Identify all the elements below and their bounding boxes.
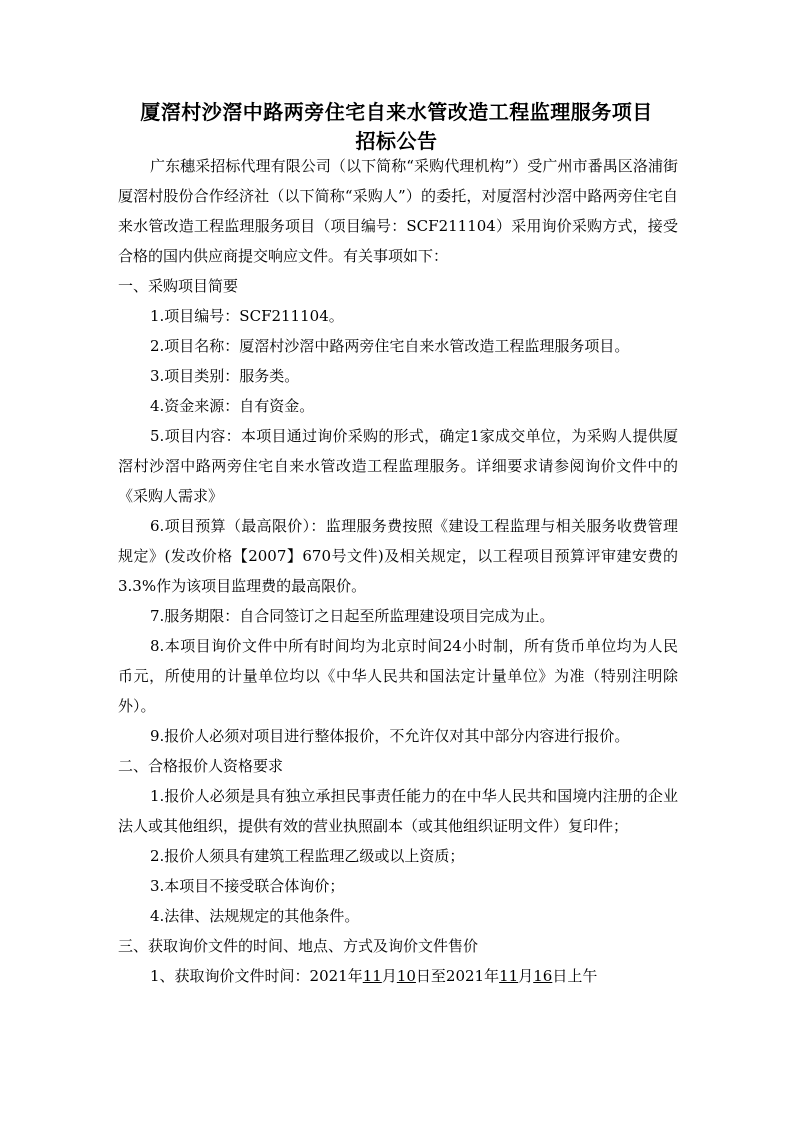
end-day: 16 [533,967,553,985]
section2-item: 2.报价人须具有建筑工程监理乙级或以上资质； [150,847,465,865]
section1-item: 5.项目内容：本项目通过询价采购的形式，确定1家成交单位，为采购人提供厦滘村沙滘中路两旁住宅自来水管改造工程监理服务。详细要求请参阅询价文件中的《采购人需求》 [118,427,678,505]
section2-heading: 二、合格报价人资格要求 [118,757,284,775]
section3-item1-suffix: 日上午 [552,967,598,985]
intro-paragraph: 广东穗采招标代理有限公司（以下简称“采购代理机构”）受广州市番禺区洛浦街厦滘村股份合作经济社（以下简称“采购人”）的委托，对厦滘村沙滘中路两旁住宅自来水管改造工程监理服务项目（项目编号：SCF211104）采用询价采购方式，接受合格的国内供应商提交响应文件。有关事项如下： [118,157,678,265]
section2-item: 1.报价人必须是具有独立承担民事责任能力的在中华人民共和国境内注册的企业法人或其他组织，提供有效的营业执照副本（或其他组织证明文件）复印件； [118,787,678,835]
end-month: 11 [499,967,519,985]
section3-item1-prefix: 1、获取询价文件时间：2021年 [150,967,363,985]
section1-item: 3.项目类别：服务类。 [150,367,300,385]
start-day: 10 [396,967,416,985]
section1-item: 6.项目预算（最高限价）：监理服务费按照《建设工程监理与相关服务收费管理规定》(发改价格【2007】670号文件)及相关规定，以工程项目预算评审建安费的3.3%作为该项目监理费的最高限价。 [118,517,678,595]
document-body [118,151,678,991]
start-month: 11 [362,967,382,985]
section2-item: 3.本项目不接受联合体询价； [150,877,345,895]
section1-item: 2.项目名称：厦滘村沙滘中路两旁住宅自来水管改造工程监理服务项目。 [150,337,630,355]
section2-item: 4.法律、法规规定的其他条件。 [150,907,360,925]
month-label: 月 [381,967,397,985]
document-title-line1: 厦滘村沙滘中路两旁住宅自来水管改造工程监理服务项目 [140,100,653,124]
section3-item1 [118,961,678,991]
date-range-separator: 日至2021年 [415,967,500,985]
month-label: 月 [518,967,534,985]
section1-item: 1.项目编号：SCF211104。 [150,307,344,325]
section1-item: 7.服务期限：自合同签订之日起至所监理建设项目完成为止。 [150,607,555,625]
section3-heading: 三、获取询价文件的时间、地点、方式及询价文件售价 [118,937,479,955]
section1-item: 4.资金来源：自有资金。 [150,397,315,415]
document-title-line2: 招标公告 [355,129,438,153]
section1-item: 9.报价人必须对项目进行整体报价，不允许仅对其中部分内容进行报价。 [150,727,630,745]
section1-heading: 一、采购项目简要 [118,277,239,295]
section1-item: 8.本项目询价文件中所有时间均为北京时间24小时制，所有货币单位均为人民币元，所使用的计量单位均以《中华人民共和国法定计量单位》为准（特别注明除外）。 [118,637,678,715]
